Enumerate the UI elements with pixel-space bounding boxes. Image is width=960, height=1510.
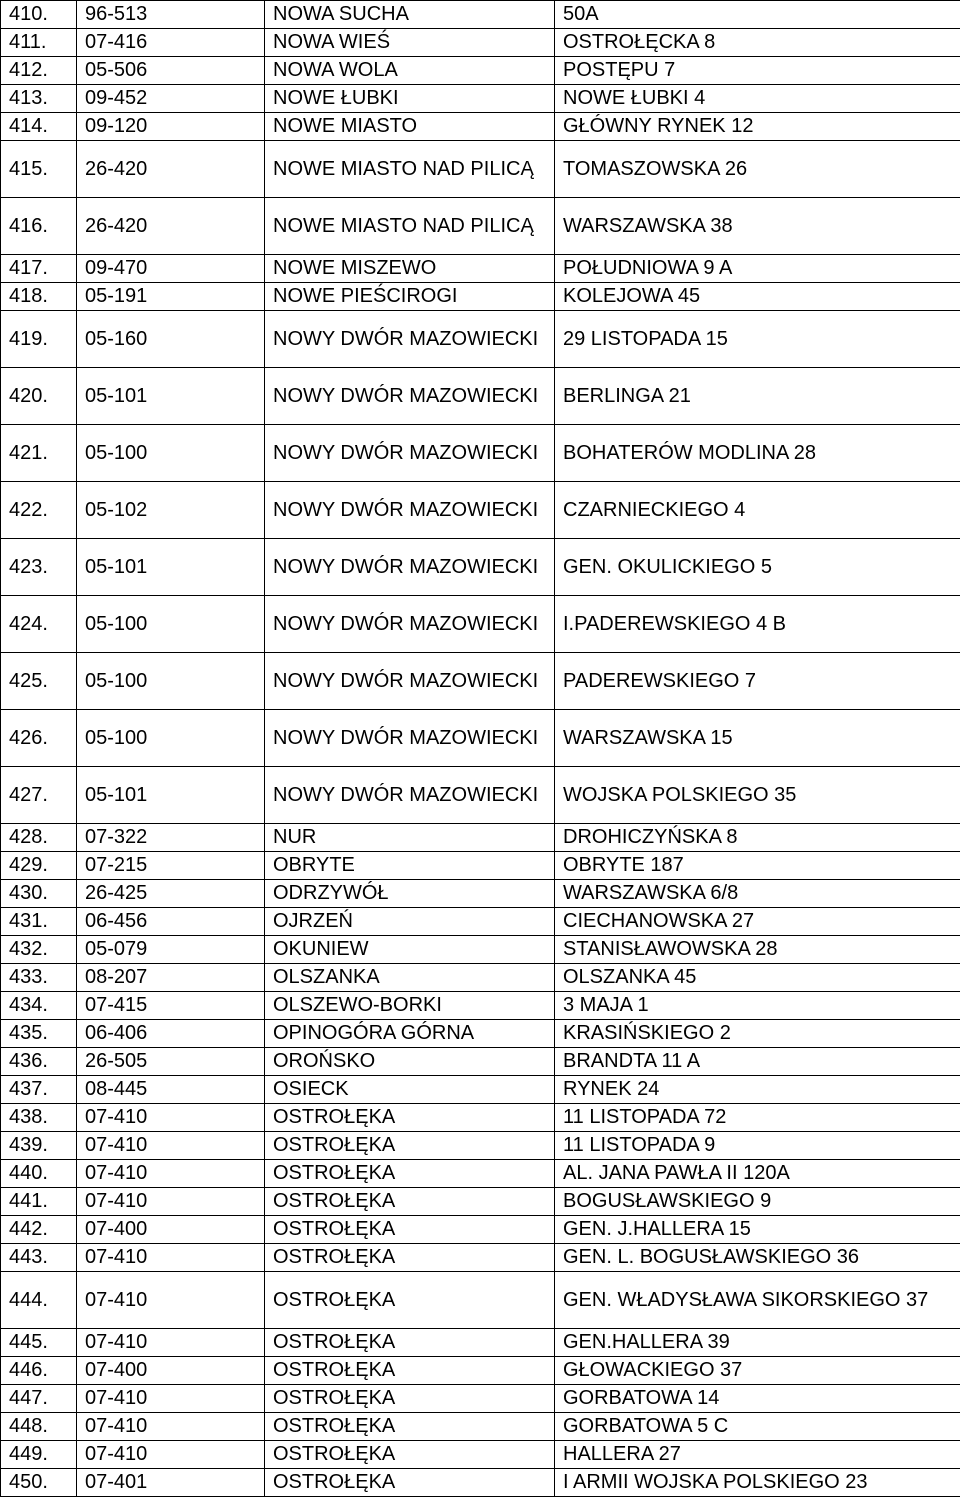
table-row: [1, 1104, 960, 1132]
address-cell: BERLINGA 21: [555, 368, 960, 425]
address-cell: BOHATERÓW MODLINA 28: [555, 425, 960, 482]
row-number-cell: 421.: [1, 425, 77, 482]
city-cell: NOWY DWÓR MAZOWIECKI: [265, 311, 555, 368]
address-cell: GORBATOWA 14: [555, 1385, 960, 1413]
row-number-cell: 442.: [1, 1216, 77, 1244]
table-row: [1, 824, 960, 852]
postal-code-cell: 07-410: [77, 1272, 265, 1329]
row-number-cell: 431.: [1, 908, 77, 936]
city-cell: OLSZEWO-BORKI: [265, 992, 555, 1020]
table-row: [1, 653, 960, 710]
row-number-cell: 419.: [1, 311, 77, 368]
row-number-cell: 450.: [1, 1469, 77, 1497]
table-row: [1, 992, 960, 1020]
row-number-cell: 422.: [1, 482, 77, 539]
address-cell: GŁOWACKIEGO 37: [555, 1357, 960, 1385]
city-cell: OJRZEŃ: [265, 908, 555, 936]
row-number-cell: 447.: [1, 1385, 77, 1413]
row-number-cell: 427.: [1, 767, 77, 824]
table-row: [1, 1413, 960, 1441]
table-row: [1, 936, 960, 964]
address-cell: NOWE ŁUBKI 4: [555, 85, 960, 113]
city-cell: OSTROŁĘKA: [265, 1216, 555, 1244]
row-number-cell: 438.: [1, 1104, 77, 1132]
row-number-cell: 428.: [1, 824, 77, 852]
postal-code-cell: 07-410: [77, 1244, 265, 1272]
address-cell: HALLERA 27: [555, 1441, 960, 1469]
city-cell: NOWY DWÓR MAZOWIECKI: [265, 596, 555, 653]
city-cell: OSTROŁĘKA: [265, 1385, 555, 1413]
postal-code-cell: 05-101: [77, 368, 265, 425]
city-cell: NUR: [265, 824, 555, 852]
postal-code-cell: 26-505: [77, 1048, 265, 1076]
postal-code-cell: 05-079: [77, 936, 265, 964]
address-cell: I.PADEREWSKIEGO 4 B: [555, 596, 960, 653]
row-number-cell: 448.: [1, 1413, 77, 1441]
address-cell: DROHICZYŃSKA 8: [555, 824, 960, 852]
city-cell: OSTROŁĘKA: [265, 1188, 555, 1216]
address-cell: CIECHANOWSKA 27: [555, 908, 960, 936]
postal-code-cell: 07-410: [77, 1160, 265, 1188]
row-number-cell: 423.: [1, 539, 77, 596]
table-row: [1, 1244, 960, 1272]
postal-code-cell: 05-101: [77, 539, 265, 596]
table-row: [1, 1188, 960, 1216]
postal-code-cell: 05-102: [77, 482, 265, 539]
address-cell: GORBATOWA 5 C: [555, 1413, 960, 1441]
city-cell: OSTROŁĘKA: [265, 1329, 555, 1357]
address-cell: KRASIŃSKIEGO 2: [555, 1020, 960, 1048]
address-cell: OSTROŁĘCKA 8: [555, 29, 960, 57]
postal-code-cell: 06-456: [77, 908, 265, 936]
row-number-cell: 440.: [1, 1160, 77, 1188]
address-cell: WOJSKA POLSKIEGO 35: [555, 767, 960, 824]
address-cell: GŁÓWNY RYNEK 12: [555, 113, 960, 141]
row-number-cell: 433.: [1, 964, 77, 992]
postal-code-cell: 05-100: [77, 425, 265, 482]
postal-code-cell: 26-420: [77, 141, 265, 198]
address-cell: PADEREWSKIEGO 7: [555, 653, 960, 710]
postal-code-cell: 07-410: [77, 1413, 265, 1441]
city-cell: NOWA WOLA: [265, 57, 555, 85]
row-number-cell: 449.: [1, 1441, 77, 1469]
row-number-cell: 412.: [1, 57, 77, 85]
address-cell: 29 LISTOPADA 15: [555, 311, 960, 368]
city-cell: NOWY DWÓR MAZOWIECKI: [265, 653, 555, 710]
city-cell: NOWY DWÓR MAZOWIECKI: [265, 425, 555, 482]
city-cell: NOWY DWÓR MAZOWIECKI: [265, 482, 555, 539]
postal-code-cell: 07-410: [77, 1441, 265, 1469]
city-cell: NOWE PIEŚCIROGI: [265, 283, 555, 311]
address-cell: I ARMII WOJSKA POLSKIEGO 23: [555, 1469, 960, 1497]
table-row: [1, 1, 960, 29]
table-row: [1, 368, 960, 425]
city-cell: NOWE MISZEWO: [265, 255, 555, 283]
address-cell: POSTĘPU 7: [555, 57, 960, 85]
address-cell: POŁUDNIOWA 9 A: [555, 255, 960, 283]
table-row: [1, 29, 960, 57]
city-cell: ODRZYWÓŁ: [265, 880, 555, 908]
row-number-cell: 444.: [1, 1272, 77, 1329]
row-number-cell: 417.: [1, 255, 77, 283]
row-number-cell: 420.: [1, 368, 77, 425]
row-number-cell: 430.: [1, 880, 77, 908]
row-number-cell: 441.: [1, 1188, 77, 1216]
row-number-cell: 425.: [1, 653, 77, 710]
table-row: [1, 908, 960, 936]
table-row: [1, 1329, 960, 1357]
city-cell: OSIECK: [265, 1076, 555, 1104]
address-cell: 11 LISTOPADA 9: [555, 1132, 960, 1160]
city-cell: NOWE MIASTO NAD PILICĄ: [265, 141, 555, 198]
city-cell: OSTROŁĘKA: [265, 1160, 555, 1188]
address-cell: GEN.HALLERA 39: [555, 1329, 960, 1357]
postal-code-cell: 05-100: [77, 653, 265, 710]
table-row: [1, 767, 960, 824]
table-row: [1, 1441, 960, 1469]
table-row: [1, 198, 960, 255]
city-cell: NOWY DWÓR MAZOWIECKI: [265, 767, 555, 824]
postal-code-cell: 07-410: [77, 1188, 265, 1216]
table-row: [1, 85, 960, 113]
table-row: [1, 852, 960, 880]
row-number-cell: 439.: [1, 1132, 77, 1160]
row-number-cell: 416.: [1, 198, 77, 255]
postal-code-cell: 05-160: [77, 311, 265, 368]
postal-code-cell: 09-120: [77, 113, 265, 141]
table-row: [1, 880, 960, 908]
address-cell: GEN. WŁADYSŁAWA SIKORSKIEGO 37: [555, 1272, 960, 1329]
city-cell: NOWE ŁUBKI: [265, 85, 555, 113]
city-cell: NOWE MIASTO: [265, 113, 555, 141]
address-cell: BRANDTA 11 A: [555, 1048, 960, 1076]
address-cell: 50A: [555, 1, 960, 29]
table-row: [1, 710, 960, 767]
postal-code-cell: 07-215: [77, 852, 265, 880]
row-number-cell: 429.: [1, 852, 77, 880]
row-number-cell: 446.: [1, 1357, 77, 1385]
address-cell: STANISŁAWOWSKA 28: [555, 936, 960, 964]
postal-code-cell: 05-101: [77, 767, 265, 824]
city-cell: NOWY DWÓR MAZOWIECKI: [265, 710, 555, 767]
postal-code-cell: 26-425: [77, 880, 265, 908]
city-cell: OSTROŁĘKA: [265, 1357, 555, 1385]
postal-code-cell: 05-100: [77, 710, 265, 767]
row-number-cell: 410.: [1, 1, 77, 29]
table-row: [1, 539, 960, 596]
table-row: [1, 1469, 960, 1497]
row-number-cell: 413.: [1, 85, 77, 113]
table-row: [1, 1216, 960, 1244]
city-cell: OLSZANKA: [265, 964, 555, 992]
city-cell: NOWY DWÓR MAZOWIECKI: [265, 539, 555, 596]
postal-code-cell: 06-406: [77, 1020, 265, 1048]
table-row: [1, 425, 960, 482]
address-cell: BOGUSŁAWSKIEGO 9: [555, 1188, 960, 1216]
address-cell: OBRYTE 187: [555, 852, 960, 880]
table-row: [1, 311, 960, 368]
row-number-cell: 426.: [1, 710, 77, 767]
address-cell: WARSZAWSKA 38: [555, 198, 960, 255]
city-cell: OBRYTE: [265, 852, 555, 880]
postal-code-cell: 07-410: [77, 1329, 265, 1357]
postal-code-cell: 05-100: [77, 596, 265, 653]
address-cell: 11 LISTOPADA 72: [555, 1104, 960, 1132]
postal-code-cell: 08-445: [77, 1076, 265, 1104]
postal-code-cell: 07-410: [77, 1104, 265, 1132]
table-row: [1, 1020, 960, 1048]
address-cell: WARSZAWSKA 15: [555, 710, 960, 767]
row-number-cell: 437.: [1, 1076, 77, 1104]
table-row: [1, 1048, 960, 1076]
row-number-cell: 414.: [1, 113, 77, 141]
address-cell: OLSZANKA 45: [555, 964, 960, 992]
postal-code-cell: 07-416: [77, 29, 265, 57]
city-cell: OSTROŁĘKA: [265, 1132, 555, 1160]
postal-code-cell: 96-513: [77, 1, 265, 29]
table-row: [1, 57, 960, 85]
city-cell: NOWA SUCHA: [265, 1, 555, 29]
postal-code-cell: 09-452: [77, 85, 265, 113]
postal-code-cell: 07-400: [77, 1357, 265, 1385]
row-number-cell: 418.: [1, 283, 77, 311]
address-cell: GEN. J.HALLERA 15: [555, 1216, 960, 1244]
postal-code-cell: 05-191: [77, 283, 265, 311]
table-row: [1, 1076, 960, 1104]
table-row: [1, 283, 960, 311]
table-row: [1, 1160, 960, 1188]
table-row: [1, 1357, 960, 1385]
city-cell: NOWE MIASTO NAD PILICĄ: [265, 198, 555, 255]
city-cell: NOWY DWÓR MAZOWIECKI: [265, 368, 555, 425]
city-cell: OSTROŁĘKA: [265, 1244, 555, 1272]
postal-code-cell: 09-470: [77, 255, 265, 283]
table-row: [1, 596, 960, 653]
address-cell: KOLEJOWA 45: [555, 283, 960, 311]
table-row: [1, 482, 960, 539]
address-cell: CZARNIECKIEGO 4: [555, 482, 960, 539]
city-cell: NOWA WIEŚ: [265, 29, 555, 57]
row-number-cell: 411.: [1, 29, 77, 57]
city-cell: OSTROŁĘKA: [265, 1272, 555, 1329]
postal-code-cell: 07-322: [77, 824, 265, 852]
postal-code-cell: 07-410: [77, 1132, 265, 1160]
address-cell: GEN. L. BOGUSŁAWSKIEGO 36: [555, 1244, 960, 1272]
postal-code-cell: 08-207: [77, 964, 265, 992]
city-cell: OSTROŁĘKA: [265, 1413, 555, 1441]
city-cell: OSTROŁĘKA: [265, 1104, 555, 1132]
table-row: [1, 255, 960, 283]
city-cell: OSTROŁĘKA: [265, 1469, 555, 1497]
postal-code-cell: 07-400: [77, 1216, 265, 1244]
address-cell: RYNEK 24: [555, 1076, 960, 1104]
row-number-cell: 432.: [1, 936, 77, 964]
table-row: [1, 141, 960, 198]
row-number-cell: 424.: [1, 596, 77, 653]
address-cell: 3 MAJA 1: [555, 992, 960, 1020]
city-cell: OPINOGÓRA GÓRNA: [265, 1020, 555, 1048]
table-row: [1, 964, 960, 992]
city-cell: OKUNIEW: [265, 936, 555, 964]
postal-code-cell: 07-415: [77, 992, 265, 1020]
table-row: [1, 1272, 960, 1329]
address-cell: AL. JANA PAWŁA II 120A: [555, 1160, 960, 1188]
postal-code-cell: 07-401: [77, 1469, 265, 1497]
postal-code-cell: 26-420: [77, 198, 265, 255]
postal-code-cell: 07-410: [77, 1385, 265, 1413]
address-table-body: [1, 1, 960, 1497]
table-row: [1, 113, 960, 141]
table-row: [1, 1385, 960, 1413]
table-row: [1, 1132, 960, 1160]
postal-code-cell: 05-506: [77, 57, 265, 85]
address-cell: GEN. OKULICKIEGO 5: [555, 539, 960, 596]
row-number-cell: 445.: [1, 1329, 77, 1357]
row-number-cell: 415.: [1, 141, 77, 198]
address-cell: TOMASZOWSKA 26: [555, 141, 960, 198]
row-number-cell: 443.: [1, 1244, 77, 1272]
address-cell: WARSZAWSKA 6/8: [555, 880, 960, 908]
city-cell: OSTROŁĘKA: [265, 1441, 555, 1469]
row-number-cell: 436.: [1, 1048, 77, 1076]
row-number-cell: 435.: [1, 1020, 77, 1048]
city-cell: OROŃSKO: [265, 1048, 555, 1076]
row-number-cell: 434.: [1, 992, 77, 1020]
